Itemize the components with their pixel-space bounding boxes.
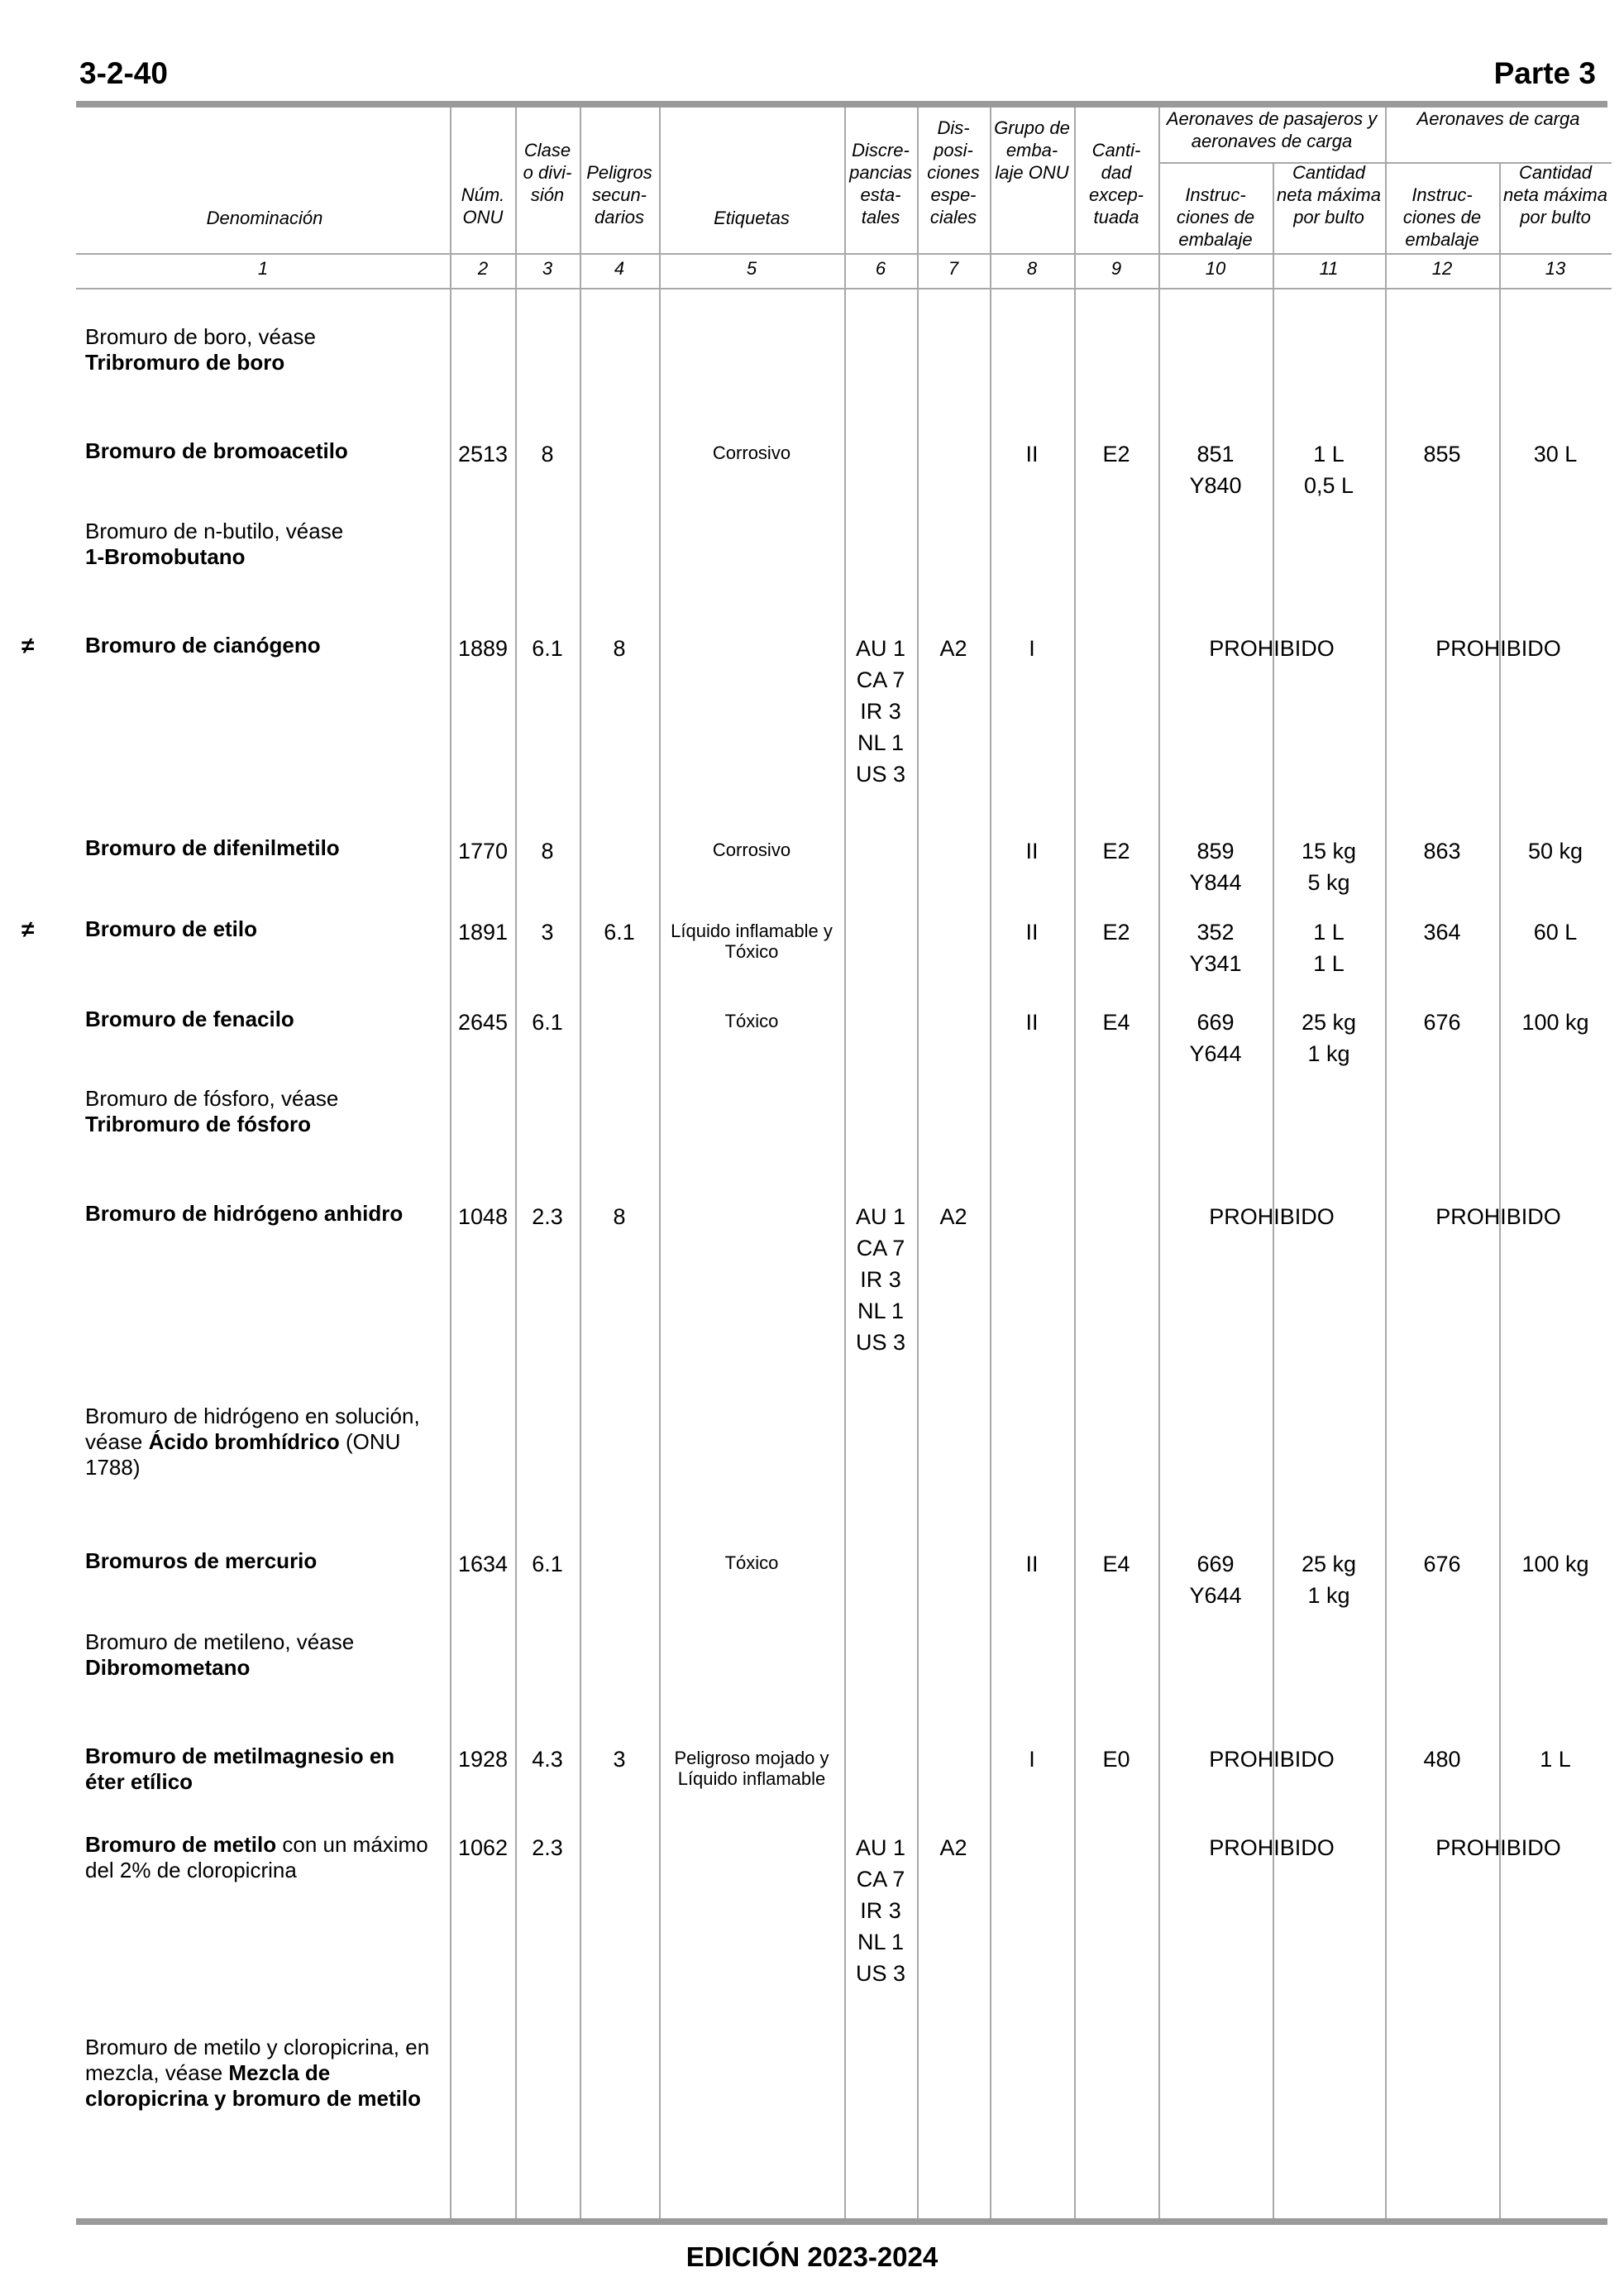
col-number: 5 (746, 258, 757, 279)
col-number: 4 (614, 258, 625, 279)
net-quantity-pax: 25 kg 1 kg (1301, 1010, 1357, 1066)
forbidden-pax: PROHIBIDO (1209, 636, 1335, 661)
table-row (85, 916, 441, 942)
table-row (85, 1404, 441, 1480)
excepted-quantity: E4 (1102, 1552, 1130, 1576)
entry-name-bold: Bromuros de mercurio (85, 1548, 318, 1573)
header-cantidad-exceptuada: Canti- dad excep- tuada (1088, 140, 1144, 227)
special-provision: A2 (939, 636, 967, 661)
class-division: 6.1 (532, 1010, 563, 1035)
excepted-quantity: E2 (1102, 920, 1130, 945)
excepted-quantity: E4 (1102, 1010, 1130, 1035)
packing-instruction-pax: 669 Y644 (1189, 1552, 1242, 1608)
class-division: 8 (541, 839, 554, 863)
entry-name-bold: Bromuro de etilo (85, 916, 258, 941)
packing-group: II (1025, 1552, 1039, 1576)
bottom-rule (76, 2218, 1607, 2225)
forbidden-pax: PROHIBIDO (1209, 1835, 1335, 1860)
header-denominacion: Denominación (206, 208, 323, 228)
header-cantidad-neta-cargo: Cantidad neta máxima por bulto (1503, 162, 1607, 227)
top-rule (76, 101, 1607, 108)
packing-instruction-cargo: 480 (1423, 1747, 1461, 1772)
state-variations: AU 1 CA 7 IR 3 NL 1 US 3 (855, 636, 906, 787)
un-number: 2645 (457, 1010, 509, 1035)
subsidiary-hazard: 8 (613, 636, 626, 661)
entry-name-bold: Bromuro de metilo (85, 1832, 277, 1857)
entry-name-plain: Bromuro de metileno, véase (85, 1629, 355, 1654)
forbidden-pax: PROHIBIDO (1209, 1747, 1335, 1772)
excepted-quantity: E2 (1102, 442, 1130, 466)
packing-instruction-cargo: 676 (1423, 1010, 1461, 1035)
hazard-label: Peligroso mojado y Líquido inflamable (674, 1748, 829, 1789)
table-row (85, 1548, 441, 1574)
class-division: 6.1 (532, 1552, 563, 1576)
entry-name-bold: Ácido bromhídrico (148, 1429, 340, 1454)
table-row (85, 835, 441, 861)
header-peligros: Peligros secun- darios (586, 162, 652, 227)
header-num-onu: Núm. ONU (461, 184, 505, 227)
forbidden-cargo: PROHIBIDO (1435, 636, 1561, 661)
entry-name-bold: Dibromometano (85, 1655, 251, 1680)
entry-name-bold: Mezcla de cloropicrina y bromuro de metilo (85, 2060, 421, 2111)
entry-name-plain: Bromuro de boro, véase (85, 324, 316, 349)
state-variations: AU 1 CA 7 IR 3 NL 1 US 3 (855, 1204, 906, 1355)
header-disposiciones: Dis- posi- ciones espe- ciales (927, 117, 980, 227)
class-division: 8 (541, 442, 554, 466)
excepted-quantity: E0 (1102, 1747, 1130, 1772)
col-number: 8 (1026, 258, 1038, 279)
col-number: 10 (1205, 258, 1226, 279)
col-number: 3 (542, 258, 553, 279)
table-row (85, 1744, 416, 1795)
class-division: 3 (541, 920, 554, 945)
un-number: 1062 (457, 1835, 509, 1860)
entry-name-bold: Bromuro de cianógeno (85, 633, 321, 658)
table-row (85, 1086, 441, 1137)
net-quantity-cargo: 100 kg (1521, 1010, 1589, 1035)
col-number: 13 (1545, 258, 1566, 279)
forbidden-cargo: PROHIBIDO (1435, 1835, 1561, 1860)
packing-instruction-cargo: 676 (1423, 1552, 1461, 1576)
col-number-rule (76, 288, 1612, 289)
subsidiary-hazard: 8 (613, 1204, 626, 1229)
col-number: 1 (257, 258, 269, 279)
table-row (85, 324, 441, 375)
packing-group: II (1025, 839, 1039, 863)
header-discrepancias: Discre- pancias esta- tales (849, 140, 912, 227)
packing-group: II (1025, 920, 1039, 945)
col-divider (580, 108, 581, 2218)
net-quantity-cargo: 30 L (1533, 442, 1578, 466)
header-instrucciones-pax: Instruc- ciones de embalaje (1176, 184, 1255, 250)
table-row (85, 633, 441, 658)
un-number: 1889 (457, 636, 509, 661)
col-number: 12 (1431, 258, 1453, 279)
net-quantity-cargo: 60 L (1533, 920, 1578, 945)
table-row (85, 519, 441, 570)
entry-name-tail: (ONU 1788) (85, 1429, 401, 1480)
packing-instruction-pax: 669 Y644 (1189, 1010, 1242, 1066)
entry-name-plain: Bromuro de hidrógeno en solución, véase (85, 1404, 420, 1454)
un-number: 2513 (457, 442, 509, 466)
col-divider (1158, 108, 1160, 2218)
class-division: 4.3 (532, 1747, 563, 1772)
subsidiary-hazard: 3 (613, 1747, 626, 1772)
header-grupo: Grupo de emba- laje ONU (994, 117, 1070, 183)
excepted-quantity: E2 (1102, 839, 1130, 863)
header-rule (76, 253, 1612, 255)
header-instrucciones-cargo: Instruc- ciones de embalaje (1402, 184, 1482, 250)
entry-name-bold: Tribromuro de boro (85, 350, 285, 375)
page-number: 3-2-40 (79, 56, 168, 90)
entry-name-bold: Bromuro de difenilmetilo (85, 835, 340, 860)
net-quantity-cargo: 1 L (1540, 1747, 1571, 1772)
col-divider (1499, 162, 1501, 2218)
edition-footer: EDICIÓN 2023-2024 (685, 2241, 939, 2272)
hazard-label: Tóxico (724, 1011, 779, 1031)
col-number: 11 (1319, 258, 1339, 279)
packing-group: I (1029, 636, 1035, 661)
entry-name-bold: Tribromuro de fósforo (85, 1112, 311, 1136)
col-divider (659, 108, 661, 2218)
header-cantidad-neta-pax: Cantidad neta máxima por bulto (1277, 162, 1381, 227)
table-row (85, 1629, 441, 1681)
packing-instruction-cargo: 863 (1423, 839, 1461, 863)
packing-instruction-cargo: 855 (1423, 442, 1461, 466)
part-title: Parte 3 (1493, 56, 1596, 90)
packing-group: I (1029, 1747, 1035, 1772)
entry-name-plain: Bromuro de metilo y cloropicrina, en mezcla, véase (85, 2035, 430, 2085)
entry-name-tail: con un máximo del 2% de cloropicrina (85, 1832, 428, 1882)
entry-name-bold: 1-Bromobutano (85, 544, 246, 569)
col-divider (1385, 108, 1387, 2218)
col-divider (990, 108, 991, 2218)
table-row (85, 2035, 445, 2112)
col-number: 9 (1111, 258, 1122, 279)
col-number: 6 (875, 258, 886, 279)
table-row (85, 438, 441, 464)
hazard-label: Corrosivo (712, 442, 791, 463)
hazard-label: Tóxico (724, 1552, 779, 1573)
special-provision: A2 (939, 1204, 967, 1229)
class-division: 2.3 (532, 1204, 563, 1229)
entry-name-bold: Bromuro de bromoacetilo (85, 438, 348, 463)
class-division: 6.1 (532, 636, 563, 661)
packing-instruction-pax: 859 Y844 (1189, 839, 1242, 895)
col-divider (1074, 108, 1076, 2218)
forbidden-pax: PROHIBIDO (1209, 1204, 1335, 1229)
hazard-label: Líquido inflamable y Tóxico (671, 921, 833, 962)
table-row (85, 1201, 441, 1227)
packing-instruction-cargo: 364 (1423, 920, 1461, 945)
un-number: 1634 (457, 1552, 509, 1576)
col-divider (515, 108, 517, 2218)
change-mark: ≠ (21, 916, 35, 942)
col-divider (917, 108, 919, 2218)
packing-group: II (1025, 442, 1039, 466)
net-quantity-cargo: 100 kg (1521, 1552, 1589, 1576)
col-number: 7 (948, 258, 959, 279)
entry-name-plain: Bromuro de fósforo, véase (85, 1086, 339, 1111)
special-provision: A2 (939, 1835, 967, 1860)
net-quantity-pax: 15 kg 5 kg (1301, 839, 1357, 895)
entry-name-plain: Bromuro de n-butilo, véase (85, 519, 344, 543)
col-number: 2 (477, 258, 489, 279)
packing-instruction-pax: 352 Y341 (1189, 920, 1242, 976)
header-clase: Clase o divi- sión (523, 140, 572, 205)
state-variations: AU 1 CA 7 IR 3 NL 1 US 3 (855, 1835, 906, 1986)
entry-name-bold: Bromuro de metilmagnesio en éter etílico (85, 1744, 395, 1794)
subsidiary-hazard: 6.1 (604, 920, 635, 945)
packing-instruction-pax: 851 Y840 (1189, 442, 1242, 498)
net-quantity-cargo: 50 kg (1527, 839, 1583, 863)
table-row (85, 1832, 441, 1883)
entry-name-bold: Bromuro de fenacilo (85, 1007, 294, 1031)
class-division: 2.3 (532, 1835, 563, 1860)
table-row (85, 1007, 441, 1032)
net-quantity-pax: 1 L 0,5 L (1303, 442, 1354, 498)
header-group-carga: Aeronaves de carga (1416, 108, 1580, 129)
forbidden-cargo: PROHIBIDO (1435, 1204, 1561, 1229)
un-number: 1891 (457, 920, 509, 945)
header-group-pasajeros: Aeronaves de pasajeros y aeronaves de carga (1166, 108, 1378, 151)
packing-group: II (1025, 1010, 1039, 1035)
net-quantity-pax: 25 kg 1 kg (1301, 1552, 1357, 1608)
un-number: 1770 (457, 839, 509, 863)
un-number: 1048 (457, 1204, 509, 1229)
header-etiquetas: Etiquetas (714, 208, 790, 228)
entry-name-bold: Bromuro de hidrógeno anhidro (85, 1201, 404, 1226)
net-quantity-pax: 1 L 1 L (1313, 920, 1345, 976)
change-mark: ≠ (21, 633, 35, 658)
un-number: 1928 (457, 1747, 509, 1772)
col-divider (450, 108, 451, 2218)
hazard-label: Corrosivo (712, 839, 791, 860)
